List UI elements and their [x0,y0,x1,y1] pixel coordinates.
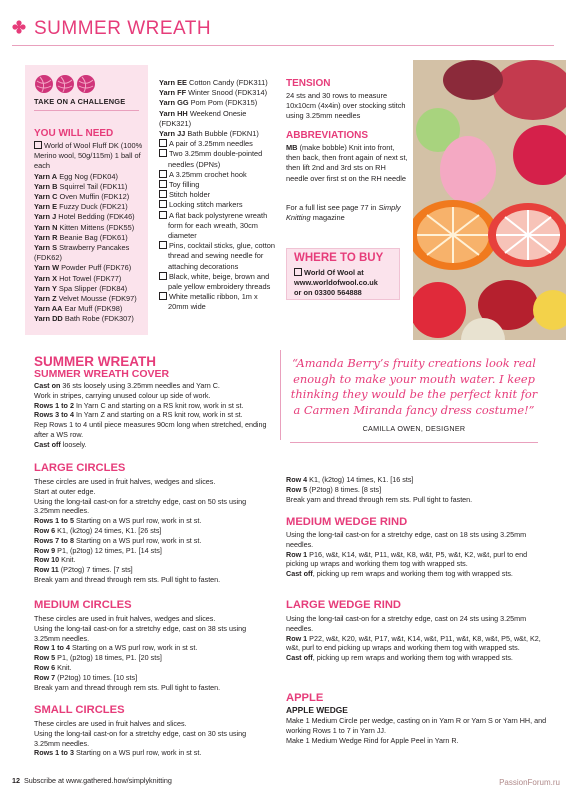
where-to-buy-heading: WHERE TO BUY [294,252,384,264]
instruction-line [34,391,274,401]
instruction-text: Make 1 Medium Circle per wedge, casting on in Yarn R or Yarn S or Yarn HH, and working Rows 1 to 7 in Yarn JJ. [286,716,547,735]
yarn-item [159,98,279,108]
yarn-name: Cotton Candy (FDK311) [186,78,268,87]
instruction-line [34,410,274,420]
instruction-text: Starting on a WS purl row, work in st st. [73,748,202,758]
instruction-text: loosely. [60,439,87,449]
abbreviations-heading: ABBREVIATIONS [286,130,369,141]
checklist-text: Two 3.25mm double-pointed needles (DPNs) [168,149,263,169]
yarn-code: Yarn X [34,273,58,283]
checkbox-icon [159,190,167,198]
yarn-name: Squirrel Tail (FDK11) [57,181,128,191]
quote-divider [280,350,281,440]
quote-author: CAMILLA OWEN, DESIGNER [362,424,466,433]
instruction-text: Starting on a WS purl row, work in st st. [73,535,202,545]
instruction-text: Start at outer edge. [34,486,96,496]
yarn-name: Bath Robe (FDK307) [62,314,134,324]
instruction-text: In Yarn C and starting on a RS knit row, work in st st. [73,400,244,410]
yarn-code: Yarn Z [34,294,57,304]
page-footer [12,776,172,785]
instruction-text: These circles are used in fruit halves and slices. [34,719,187,728]
instruction-label: Row 4 [286,475,308,484]
yarn-code: Yarn W [34,263,60,273]
instruction-text: Using the long-tail cast-on for a stretchy edge, cast on 18 sts using 3.25mm needles. [286,530,527,549]
pattern-title: SUMMER WREATH [34,354,156,369]
tension-heading: TENSION [286,78,331,89]
yarn-code: Yarn S [34,243,58,253]
instruction-line [286,634,548,654]
yarn-item [159,129,279,139]
yarn-name: Velvet Mousse (FDK97) [56,294,137,304]
yarn-name: Winter Snood (FDK314) [186,88,268,98]
instruction-text: Using the long-tail cast-on for a stretchy edge, cast on 24 sts using 3.25mm needles. [286,614,527,633]
checklist-text: White metallic ribbon, 1m x 20mm wide [168,292,258,312]
apple-heading: APPLE [286,692,324,704]
checkbox-icon [159,292,167,300]
yarn-name: Strawberry Pancakes (FDK62) [34,243,130,263]
large-circles-instructions [34,477,274,585]
small-circles-continued [286,475,546,504]
instruction-label: Rows 1 to 2 [34,400,74,410]
instruction-text: P22, w&t, K20, w&t, P17, w&t, K14, w&t, P11, w&t, K8, w&t, P5, w&t, K2, w&t, purl to end picking up wraps and working them tog with wrapped sts. [286,633,541,653]
flower-icon [12,18,28,40]
yarn-code: Yarn N [34,222,58,232]
tension-text: 24 sts and 30 rows to measure 10x10cm (4x4in) over stocking stitch using 3.25mm needles [286,91,406,121]
yarn-name: Oven Muffin (FDK12) [57,192,130,202]
instruction-line [34,565,274,575]
cover-title: SUMMER WREATH COVER [34,368,170,380]
instruction-line [34,555,274,565]
instruction-label: Row 6 [34,662,56,672]
instruction-text: , picking up rem wraps and working them tog with wrapped sts. [312,569,513,579]
instruction-line [34,673,274,683]
instruction-label: Rows 3 to 4 [34,410,74,420]
instruction-text: These circles are used in fruit halves, wedges and slices. [34,614,216,623]
instruction-text: Knit. [59,555,76,565]
yarn-item [34,212,152,222]
checklist-item [159,211,279,242]
checkbox-icon [159,200,167,208]
small-circles-heading: SMALL CIRCLES [34,704,125,716]
checklist-item [159,170,279,180]
instruction-text: Starting on a WS purl row, work in st st. [73,516,202,526]
instruction-text: Using the long-tail cast-on for a stretchy edge, cast on 30 sts using 3.25mm needles. [34,728,247,748]
instruction-text: Knit. [55,662,72,672]
yarn-code: Yarn J [34,212,57,222]
instruction-line [34,420,274,440]
checkbox-icon [34,141,42,149]
checklist-text: Locking stitch markers [169,200,243,210]
instruction-line [34,477,274,487]
instruction-text: 36 sts loosely using 3.25mm needles and Yarn C. [60,381,220,390]
instruction-line [286,485,546,495]
yarn-item [159,78,279,88]
box-rule [34,110,139,111]
yarn-item [34,263,152,273]
yarn-code: Yarn R [34,232,58,242]
yarn-item [34,233,152,243]
abbreviation-term: MB [286,143,298,152]
instruction-label: Row 7 [34,672,56,682]
instruction-text: These circles are used in fruit halves, wedges and slices. [34,477,216,486]
yarn-item [34,274,152,284]
checklist-text: Toy filling [169,180,200,190]
checklist-item [159,272,279,292]
yarn-code: Yarn C [34,192,58,202]
yarn-name: Ear Muff (FDK98) [62,304,123,314]
instruction-line [34,643,274,653]
yarn-code: Yarn DD [34,314,63,324]
instruction-line [34,653,274,663]
instruction-line [34,575,274,585]
material-text: World of Wool Fluff DK (100% Merino wool, 50g/115m) 1 ball of each [34,141,143,171]
instruction-label: Rows 7 to 8 [34,535,74,545]
yarn-name: Kitten Mittens (FDK55) [57,222,135,232]
yarn-item [159,88,279,98]
checkbox-icon [159,211,167,219]
yarn-item [34,182,152,192]
yarn-item [34,172,152,182]
yarn-name: Powder Puff (FDK76) [59,263,132,273]
instruction-text: Make 1 Medium Wedge Rind for Apple Peel in Yarn R. [286,735,459,745]
yarn-item [159,109,279,129]
knitted-fruit-photo [413,60,566,340]
you-will-need-heading: YOU WILL NEED [34,128,114,139]
yarn-item [34,314,152,324]
yarn-ball-icon [77,75,95,93]
instruction-line [34,614,274,624]
instruction-text: Work in stripes, carrying unused colour up side of work. [34,390,211,400]
instruction-text: Break yarn and thread through rem sts. Pull tight to fasten. [34,574,221,584]
watermark: PassionForum.ru [499,778,560,787]
medium-circles-heading: MEDIUM CIRCLES [34,599,132,611]
instruction-line [34,683,274,693]
designer-quote: “Amanda Berry’s fruity creations look real enough to make your mouth water. I keep thinking they would be the perfect knit for a Carmen Miranda fancy dress costume!” [290,356,538,417]
yarn-name: Beanie Bag (FDK61) [57,232,128,242]
instruction-line [286,653,548,663]
instruction-line [286,716,548,736]
small-circles-instructions [34,719,274,758]
checklist-text: A 3.25mm crochet hook [169,169,247,179]
instruction-label: Rows 1 to 5 [34,516,74,526]
instruction-line [286,530,548,550]
instruction-text: Starting on a WS purl row, work in st st. [69,643,198,653]
instruction-line [34,381,274,391]
yarn-name: Spa Slipper (FDK84) [56,283,128,293]
instruction-text: In Yarn Z and starting on a RS knit row, work in st st. [73,410,243,420]
checkbox-icon [294,268,302,276]
medium-wedge-rind-heading: MEDIUM WEDGE RIND [286,516,408,528]
instruction-text: K1, (k2tog) 14 times, K1. [16 sts] [307,475,414,484]
page-header [12,18,211,40]
checkbox-icon [159,180,167,188]
yarn-code: Yarn E [34,202,58,212]
instruction-line [286,569,548,579]
instruction-line [34,536,274,546]
instruction-line [34,401,274,411]
page-title: SUMMER WREATH [34,18,212,39]
instruction-label: Row 9 [34,545,56,555]
yarn-item [34,294,152,304]
medium-wedge-rind-instructions [286,530,548,579]
instruction-label: Row 5 [286,484,308,494]
instruction-line [34,719,274,729]
shop-link[interactable]: www.worldofwool.co.uk [294,278,378,288]
abbreviation-entry [286,143,408,184]
instruction-text: (P2tog) 7 times. [7 sts] [58,565,133,575]
yarn-item [34,243,152,263]
instruction-line [34,440,274,450]
yarn-name: Egg Nog (FDK04) [57,171,118,181]
checklist-text: A flat back polystyrene wreath form for each wreath, 30cm diameter [168,210,268,241]
yarn-ball-icon [35,75,53,93]
abbreviation-more: For a full list see page 77 in Simply Knitting magazine [286,203,401,223]
yarn-code: Yarn FF [159,88,187,98]
large-wedge-rind-instructions [286,614,548,663]
yarn-name: Hotel Bedding (FDK46) [56,212,135,222]
checklist-item [159,180,279,190]
yarn-name: Pom Pom (FDK315) [188,98,258,108]
quote-rule [290,442,538,443]
checklist-text: A pair of 3.25mm needles [169,139,253,149]
checklist-text: Stitch holder [169,190,211,200]
instruction-line [34,487,274,497]
checklist-item [159,200,279,210]
instruction-label: Row 6 [34,525,56,535]
instruction-label: Cast on [34,381,61,390]
checkbox-icon [159,272,167,280]
yarn-item [34,304,152,314]
medium-circles-instructions [34,614,274,692]
challenge-rating [34,74,96,99]
where-to-buy-text: World Of Wool at www.worldofwool.co.uk or on 03300 564888 [294,268,398,299]
large-circles-heading: LARGE CIRCLES [34,462,126,474]
instruction-line [286,736,548,746]
instruction-text: Break yarn and thread through rem sts. Pull tight to fasten. [34,682,221,692]
instruction-label: Cast off [286,569,313,579]
yarn-code: Yarn B [34,181,58,191]
yarn-code: Yarn AA [34,304,63,314]
instruction-line [34,526,274,536]
page-number: 12 [12,776,20,785]
instruction-line [34,516,274,526]
yarn-code: Yarn JJ [159,129,186,139]
instruction-text: P1, (p2tog) 18 times, P1. [20 sts] [55,653,162,663]
instruction-line [34,546,274,556]
yarn-code: Yarn Y [34,283,57,293]
apple-instructions [286,716,548,745]
yarn-name: Bath Bubble (FDKN1) [185,129,259,139]
instruction-text: Rep Rows 1 to 4 until piece measures 90cm long when stretched, ending after a WS row. [34,420,267,439]
instruction-text: Break yarn and thread through rem sts. Pull tight to fasten. [286,494,473,504]
material-item [34,141,152,172]
instruction-text: P1, (p2tog) 12 times, P1. [14 sts] [55,545,162,555]
instruction-text: , picking up rem wraps and working them tog with wrapped sts. [312,653,513,663]
instruction-line [34,748,274,758]
yarn-name: Weekend Onesie (FDK321) [159,108,247,128]
yarn-ball-icon [56,75,74,93]
instruction-line [286,614,548,634]
instruction-text: Using the long-tail cast-on for a stretchy edge, cast on 38 sts using 3.25mm needles. [34,623,247,643]
yarn-item [34,284,152,294]
yarn-item [34,223,152,233]
yarn-item [34,192,152,202]
header-rule [12,45,554,46]
checkbox-icon [159,139,167,147]
large-wedge-rind-heading: LARGE WEDGE RIND [286,599,401,611]
instruction-line [286,475,546,485]
instruction-text: K1, (k2tog) 24 times, K1. [26 sts] [55,525,162,535]
instruction-label: Row 1 to 4 [34,643,70,653]
checklist-item [159,292,279,312]
challenge-label: TAKE ON A CHALLENGE [34,97,126,106]
checklist-item [159,149,279,169]
instruction-label: Row 10 [34,555,60,565]
materials-list [34,141,152,325]
instruction-line [286,550,548,570]
checklist-item [159,241,279,272]
instruction-text: P16, w&t, K14, w&t, P11, w&t, K8, w&t, P5, w&t, K2, w&t, purl to end picking up wraps and working them tog with wrapped sts. [286,549,528,569]
yarn-name: Fuzzy Duck (FDK21) [57,202,128,212]
cover-instructions [34,381,274,450]
checklist-text: Black, white, beige, brown and pale yellow embroidery threads [168,271,271,292]
materials-list-continued [159,78,279,313]
instruction-line [286,495,546,505]
instruction-line [34,624,274,644]
yarn-code: Yarn GG [159,98,189,108]
instruction-text: (P2tog) 8 times. [8 sts] [307,484,382,494]
instruction-line [34,729,274,749]
yarn-code: Yarn HH [159,108,188,118]
instruction-line [34,663,274,673]
checkbox-icon [159,149,167,157]
instruction-label: Row 1 [286,633,308,643]
abbreviation-definition: (make bobble) Knit into front, then back, then front again of next st, then lift 2nd and 3rd sts on RH needle over first st on the RH needle [286,143,408,183]
yarn-item [34,202,152,212]
yarn-name: Hot Towel (FDK77) [57,273,122,283]
checklist-item [159,190,279,200]
yarn-code: Yarn EE [159,78,187,87]
instruction-label: Row 1 [286,549,308,559]
subscribe-link[interactable]: Subscribe at www.gathered.how/simplyknitting [24,776,172,785]
instruction-text: (P2tog) 10 times. [10 sts] [55,672,138,682]
yarn-code: Yarn A [34,171,58,181]
instruction-label: Rows 1 to 3 [34,748,74,758]
checklist-item [159,139,279,149]
instruction-label: Row 5 [34,653,56,663]
apple-wedge-subheading: APPLE WEDGE [286,705,348,715]
checkbox-icon [159,241,167,249]
checkbox-icon [159,170,167,178]
instruction-line [34,497,274,517]
instruction-label: Cast off [286,653,313,663]
instruction-text: Using the long-tail cast-on for a stretchy edge, cast on 50 sts using 3.25mm needles. [34,496,247,516]
instruction-label: Cast off [34,439,61,449]
instruction-label: Row 11 [34,565,59,575]
checklist-text: Pins, cocktail sticks, glue, cotton thread and sewing needle for attaching decorations [168,241,275,271]
